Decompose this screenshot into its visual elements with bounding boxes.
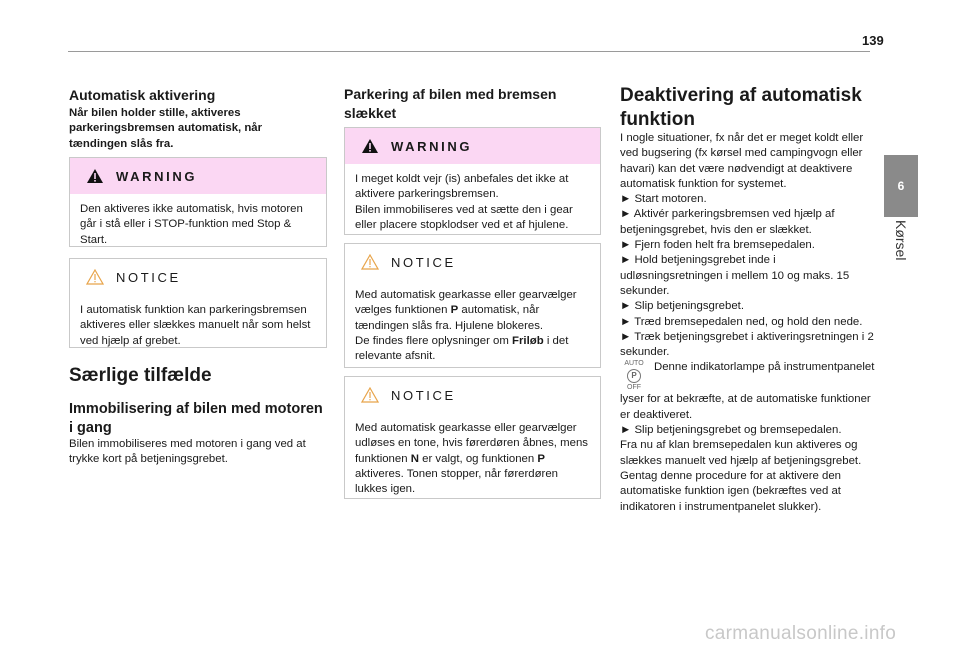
warning-box — [344, 127, 601, 235]
watermark: carmanualsonline.info — [705, 623, 897, 644]
notice-triangle-icon — [86, 269, 104, 285]
warning-triangle-icon — [86, 168, 104, 184]
deactivation-body — [620, 131, 875, 515]
step-2: ► Aktivér parkeringsbremsen ved hjælp af betjeningsgrebet, hvis den er slækket. — [620, 208, 835, 236]
auto-p-off-icon: AUTO P OFF — [624, 360, 644, 392]
step-3: ► Fjern foden helt fra bremsepedalen. — [620, 239, 815, 252]
notice-triangle-icon — [361, 254, 379, 270]
warning-header — [70, 158, 326, 194]
notice-header — [345, 377, 600, 413]
deactivation-intro: I nogle situationer, fx når det er meget koldt eller ved bugsering (fx kørsel med campingvogn eller havari) kan det være nødvendigt at deaktivere automatisk funktion for systemet. — [620, 132, 864, 190]
notice-header — [345, 244, 600, 280]
warning-box — [69, 157, 327, 247]
warning-triangle-icon — [361, 138, 379, 154]
step-4: ► Hold betjeningsgrebet inde i udløsningsretningen i mellem 10 og maks. 15 sekunder. — [620, 254, 850, 297]
heading-deactivation: Deaktivering af automatisk funktion — [620, 85, 862, 130]
intro-text: Når bilen holder stille, aktiveres parkeringsbremsen automatisk, når tændingen slås fra. — [69, 107, 263, 150]
page-number: 139 — [862, 33, 884, 48]
step-6: ► Træd bremsepedalen ned, og hold den nede. — [620, 315, 863, 328]
notice-title: NOTICE — [391, 254, 456, 270]
sub-heading-immobilising: Immobilisering af bilen med motoren i gang — [69, 401, 323, 436]
notice-text: Med automatisk gearkasse eller gearvælger udløses en tone, hvis førerdøren åbnes, mens funktionen N er valgt, og funktionen P aktiveres. Tonen stopper, når førerdøren lukkes igen. — [355, 422, 588, 496]
warning-header — [345, 128, 600, 164]
notice-box — [69, 258, 327, 348]
sub-text: Bilen immobiliseres med motoren i gang ved at trykke kort på betjeningsgrebet. — [69, 438, 306, 466]
step-5: ► Slip betjeningsgrebet. — [620, 300, 744, 313]
heading-automatic-activation: Automatisk aktivering — [69, 87, 216, 103]
notice-triangle-icon — [361, 387, 379, 403]
warning-title: WARNING — [391, 138, 473, 154]
notice-text: I automatisk funktion kan parkeringsbremsen aktiveres eller slækkes manuelt når som helst ved hjælp af grebet. — [80, 304, 311, 347]
notice-header — [70, 259, 326, 295]
notice-title: NOTICE — [391, 387, 456, 403]
notice-box-2 — [344, 376, 601, 499]
step-1: ► Start motoren. — [620, 193, 707, 206]
step-7: ► Træk betjeningsgrebet i aktiveringsretningen i 2 sekunder. — [620, 330, 874, 359]
notice-title: NOTICE — [116, 269, 181, 285]
notice-text: Med automatisk gearkasse eller gearvælger vælges funktionen P automatisk, når tændingen slås fra. Hjulene blokeres. De findes flere oplysninger om Friløb i det relevante afsnit. — [355, 289, 577, 363]
section-heading-special-cases: Særlige tilfælde — [69, 365, 212, 386]
indicator-paragraph: AUTO P OFFDenne indikatorlampe på instrumentpanelet lyser for at bekræfte, at de automatiske funktioner er deaktiveret. — [620, 360, 875, 421]
step-last: ► Slip betjeningsgrebet og bremsepedalen. — [620, 424, 842, 437]
warning-text: Den aktiveres ikke automatisk, hvis motoren går i stå eller i STOP-funktion med Stop & Start. — [80, 203, 303, 246]
chapter-tab[interactable]: 6 — [884, 155, 918, 217]
warning-title: WARNING — [116, 168, 198, 184]
chapter-label: Kørsel — [893, 220, 909, 261]
warning-text: I meget koldt vejr (is) anbefales det ikke at aktivere parkeringsbremsen. Bilen immobiliseres ved at sætte den i gear eller placere stopklodser ved et af hjulene. — [355, 173, 573, 231]
header-rule — [68, 51, 870, 52]
heading-parking-released: Parkering af bilen med bremsen slækket — [344, 86, 557, 121]
notice-box-1 — [344, 243, 601, 368]
deactivation-outro: Fra nu af klan bremsepedalen kun aktiveres og slækkes manuelt ved hjælp af betjeningsgrebet. Gentag denne procedure for at aktivere den automatiske funktion igen (bekræftes ved at indikatoren i instrumentpanelet slukker). — [620, 439, 862, 513]
